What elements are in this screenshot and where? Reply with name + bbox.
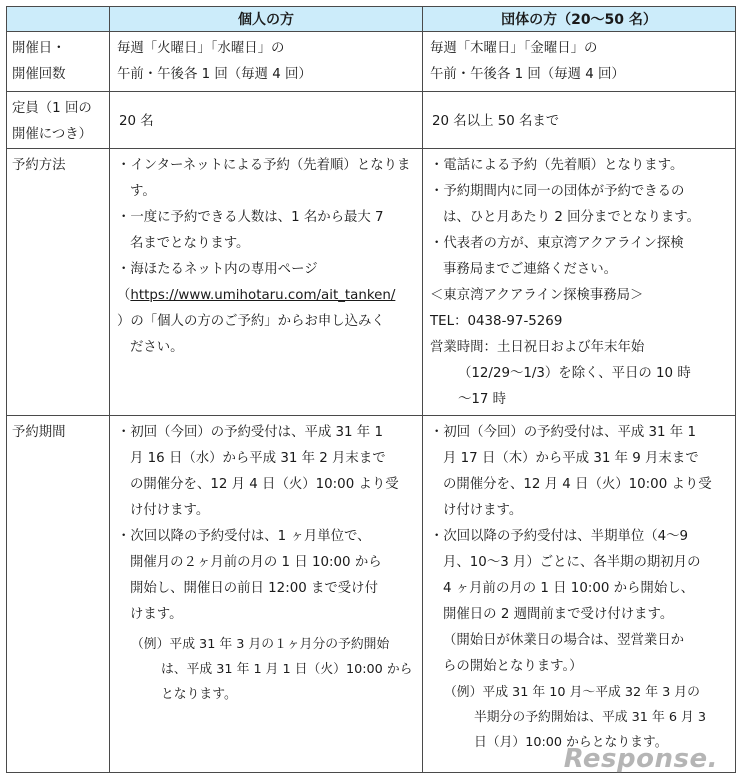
text-line: す。 [130, 184, 156, 199]
text-line: 月、10～3 月）ごとに、各半期の期初月の [443, 555, 701, 570]
text-line: 開催月の２ヶ月前の月の 1 日 10:00 から [130, 555, 382, 570]
response-watermark: Response. [563, 744, 718, 774]
text-line: 午前・午後各 1 回（毎週 4 回） [430, 67, 625, 82]
dates-group [423, 32, 736, 92]
row-method [7, 149, 736, 416]
row-dates [7, 32, 736, 92]
label-line: 開催につき） [12, 127, 93, 142]
period-individual [110, 416, 423, 773]
text-line: 事務局までご連絡ください。 [443, 262, 618, 277]
text-line: け付けます。 [443, 503, 523, 518]
row-capacity [7, 92, 736, 149]
text-line: 名までとなります。 [130, 236, 250, 251]
row-period [7, 416, 736, 773]
row-label-dates [7, 32, 110, 92]
office-hours: ～17 時 [458, 392, 507, 407]
label-line: 開催日・ [12, 41, 66, 56]
example-line: （例）平成 31 年 3 月の１ヶ月分の予約開始 [131, 637, 390, 652]
text-line: 開始し、開催日の前日 12:00 まで受け付 [130, 581, 378, 596]
capacity-group: 20 名以上 50 名まで [423, 92, 736, 149]
reservation-page-link[interactable]: https://www.umihotaru.com/ait_tanken/ [130, 288, 396, 303]
example-line: （例）平成 31 年 10 月～平成 32 年 3 月の [444, 685, 700, 700]
label-line: 開催回数 [12, 67, 66, 82]
example-line: 半期分の予約開始は、平成 31 年 6 月 3 [474, 710, 707, 725]
url-line [117, 283, 416, 309]
text-line: ・次回以降の予約受付は、1 ヶ月単位で、 [117, 529, 371, 544]
method-group [423, 149, 736, 416]
text-line: の開催分を、12 月 4 日（火）10:00 より受 [130, 477, 399, 492]
text-line: 4 ヶ月前の月の 1 日 10:00 から開始し、 [443, 581, 694, 596]
example-line: となります。 [161, 687, 237, 702]
text-line: 毎週「木曜日」「金曜日」の [430, 41, 598, 56]
text-line: ・初回（今回）の予約受付は、平成 31 年 1 [117, 425, 383, 440]
office-name: ＜東京湾アクアライン探検事務局＞ [430, 288, 644, 303]
text-line: らの開始となります。） [443, 659, 583, 674]
text-line: （開始日が休業日の場合は、翌営業日か [443, 633, 685, 648]
text-line: ・初回（今回）の予約受付は、平成 31 年 1 [430, 425, 696, 440]
text-line: ）の「個人の方のご予約」からお申し込みく [117, 314, 385, 329]
row-label-period: 予約期間 [7, 416, 110, 773]
text-line: 開催日の 2 週間前まで受け付けます。 [443, 607, 674, 622]
row-label-method: 予約方法 [7, 149, 110, 416]
program-info-table [6, 6, 736, 773]
header-row [7, 7, 736, 32]
example-note [117, 632, 416, 707]
text-line: ・一度に予約できる人数は、1 名から最大 7 [117, 210, 384, 225]
paren-open: （ [117, 288, 131, 303]
header-individual: 個人の方 [110, 7, 423, 32]
label-line: 定員（1 回の [12, 101, 92, 116]
dates-individual [110, 32, 423, 92]
example-line: 日（月）10:00 からとなります。 [474, 735, 668, 750]
text-line: ださい。 [130, 340, 184, 355]
row-label-capacity [7, 92, 110, 149]
text-line: の開催分を、12 月 4 日（火）10:00 より受 [443, 477, 712, 492]
text-line: 月 17 日（木）から平成 31 年 9 月末まで [443, 451, 699, 466]
header-group: 団体の方（20～50 名） [423, 7, 736, 32]
text-line: けます。 [130, 607, 183, 622]
office-tel: TEL：0438-97-5269 [430, 314, 563, 329]
text-line: ・電話による予約（先着順）となります。 [430, 158, 684, 173]
text-line: け付けます。 [130, 503, 210, 518]
header-blank [7, 7, 110, 32]
text-line: 午前・午後各 1 回（毎週 4 回） [117, 67, 312, 82]
office-hours: 営業時間：土日祝日および年末年始 [430, 340, 645, 355]
text-line: 毎週「火曜日」「水曜日」の [117, 41, 285, 56]
text-line: ・代表者の方が、東京湾アクアライン探検 [430, 236, 684, 251]
text-line: ・インターネットによる予約（先着順）となりま [117, 158, 411, 173]
text-line: ・次回以降の予約受付は、半期単位（4～9 [430, 529, 689, 544]
office-hours: （12/29～1/3）を除く、平日の 10 時 [458, 366, 691, 381]
text-line: 月 16 日（水）から平成 31 年 2 月末まで [130, 451, 386, 466]
text-line: は、ひと月あたり 2 回分までとなります。 [443, 210, 700, 225]
method-individual [110, 149, 423, 416]
period-group [423, 416, 736, 773]
text-line: ・予約期間内に同一の団体が予約できるの [430, 184, 685, 199]
text-line: ・海ほたるネット内の専用ページ [117, 262, 318, 277]
capacity-individual: 20 名 [110, 92, 423, 149]
example-line: は、平成 31 年 1 月 1 日（火）10:00 から [161, 662, 413, 677]
